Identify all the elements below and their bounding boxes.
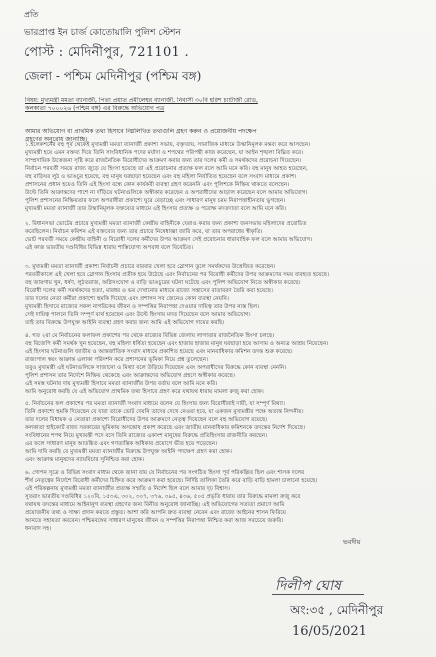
- paragraph-line: কলকাতা হাইকোর্ট রাজ্য সরকারের ভূমিকায় অসন্তোষ প্রকাশ করেছে এবং জাতীয় মানবাধিকার কমিশনকে তদন্তের নির্দেশ দিয়েছে।: [25, 425, 306, 432]
- paragraph-line: সুতরাং ভারতীয় দণ্ডবিধির ১২০বি, ১৫৩এ, ৩০২, ৩০৭, ৩৭৬, ৩৯৫, ৪৩৬, ৫০৫ প্রভৃতি ধারায় তার বিরুদ্ধে মামলা রুজু করে: [25, 494, 301, 501]
- paragraph-line: তার দলের বিধায়ক ও নেতারা প্রকাশ্যে বিরোধীদের উপর আক্রমণে নেতৃত্ব দিয়েছেন বলে বহু অভিযোগ রয়েছে।: [25, 417, 268, 424]
- greeting-line: আমার অভিযোগ বা প্রাথমিক তথ্য হিসাবে নিম্নলিখিত তথ্যগুলি গ্রহণ করুন ও প্রয়োজনীয় পদক্ষেপ: [25, 128, 257, 135]
- paragraph-line: বহু জায়গায় খুন, ধর্ষণ, লুঠতরাজ, অগ্নিসংযোগ ও বাড়ি ভাঙচুরের ঘটনা ঘটেছে এবং পুলিশ অভিযোগ নিতে অস্বীকার করেছে।: [25, 280, 301, 287]
- paragraph-line: সেই দায়িত্ব পালনে তিনি সম্পূর্ণ ব্যর্থ হয়েছেন এবং উল্টে হিংসায় মদত দিয়েছেন বলে আমার অভিযোগ।: [25, 312, 251, 319]
- paragraph-line: ভোট পরবর্তী সময়ে কেন্দ্রীয় বাহিনী ও বিরোধী দলের কর্মীদের উপর আক্রমণ সেই প্ররোচনার ধারাবাহিক ফল বলে আমার অভিযোগ।: [25, 237, 313, 244]
- signature-name: দিলীপ ঘোষ: [275, 578, 341, 594]
- paragraph-line: এই হিংসার ঘটনাগুলি জাতীয় ও আন্তর্জাতিক সংবাদ মাধ্যমে প্রকাশিত হয়েছে এবং মানবাধিকার কমিশন তদন্ত শুরু করেছে।: [25, 349, 293, 356]
- paragraph-2: [25, 220, 425, 252]
- paragraph-line: মুখ্যমন্ত্রী মমতা ব্যানার্জী তার উস্কানিমূলক বক্তব্যের মাধ্যমে এই হিংসার প্রত্যক্ষ ও পরোক্ষ মদতদাতা বলে আমি মনে করি।: [25, 206, 286, 213]
- paragraph-line: ৪. গত ২রা মে নির্বাচনের ফলাফল প্রকাশের পর থেকে রাজ্যের বিভিন্ন জেলায় লাগাতার রাজনৈতিক হিংসা চলছে।: [25, 333, 275, 339]
- paragraph-line: করেছিলেন। নির্বাচন কমিশন এই বক্তব্যের জন্য তার প্রচারে নিষেধাজ্ঞা জারি করে, যা তার অপরাধের স্বীকৃতি।: [25, 229, 263, 236]
- greeting-line: গ্রহণের অনুরোধ জানাচ্ছি।: [25, 136, 88, 144]
- paragraph-line: এই সমস্ত ঘটনার দায় মুখ্যমন্ত্রী হিসাবে মমতা ব্যানার্জীর উপর বর্তায় বলে আমি মনে করি।: [25, 381, 218, 388]
- paragraph-line: ৫. নির্বাচনের ফল প্রকাশের পর মমতা ব্যানার্জী সংবাদ মাধ্যমে বলেন যে হিংসার জন্য বিরোধীরাই দায়ী, যা সম্পূর্ণ মিথ্যা।: [25, 401, 285, 407]
- paragraph-line: ধন্যবাদ সহ।: [25, 526, 52, 533]
- paragraph-line: আনতে সহায়তা করবেন। পশ্চিমবঙ্গের সাধারণ মানুষের জীবন ও সম্পত্তির নিরাপত্তা নিশ্চিত করা আজ সবচেয়ে জরুরি।: [25, 518, 284, 525]
- subject-line: কলকাতা ৭০০০২৬ (পশ্চিম বঙ্গ) এর বিরুদ্ধে অভিযোগ পত্র: [25, 105, 165, 113]
- paragraph-line: মুখ্যমন্ত্রী হয়ে এমন বক্তব্য দিয়ে তিনি সাংবিধানিক পদের মর্যাদা ও শপথের পরিপন্থী কাজ করেছেন, যা আইন শৃঙ্খলা বিঘ্নিত করে।: [25, 150, 304, 157]
- paragraph-line: এই কাজ ভারতীয় দণ্ডবিধির বিভিন্ন ধারায় শাস্তিযোগ্য অপরাধ বলে বিবেচিত।: [25, 245, 194, 252]
- paragraph-line: এবং আক্রান্ত মানুষদের ন্যায়বিচার সুনিশ্চিত করা হোক।: [25, 457, 145, 464]
- paragraph-1: [25, 141, 425, 213]
- paragraph-line: নির্বাচন পরবর্তী সময়ে রাজ্য জুড়ে যে হিংসা হয়েছে তা এই প্ররোচনার প্রত্যক্ষ ফল বলে আমি মনে করি। বহু মানুষ আহত হয়েছেন,: [25, 166, 308, 173]
- paragraph-line: ৩. মুখ্যমন্ত্রী মমতা ব্যানার্জী প্রকাশ্য নির্বাচনী প্রচারে বারবার খেলা হবে স্লোগান তুলে সমর্থকদের উত্তেজিত করেছেন।: [25, 264, 276, 270]
- paragraph-line: এর ফলে সাধারণ মানুষ আতঙ্কিত এবং গণতান্ত্রিক অধিকার প্রয়োগে ভীত হয়ে পড়েছেন।: [25, 441, 218, 448]
- paragraph-line: রাজ্যপাল স্বয়ং আক্রান্ত এলাকা পরিদর্শন করে প্রশাসনের ভূমিকা নিয়ে প্রশ্ন তুলেছেন।: [25, 357, 209, 364]
- paragraph-line: মুখ্যমন্ত্রী হিসাবে রাজ্যের সকল নাগরিকের জীবন ও সম্পত্তির নিরাপত্তা দেওয়ার দায়িত্ব তার উপর ন্যস্ত ছিল।: [25, 304, 260, 311]
- paragraph-line: উল্টে তিনি আক্রান্তদের পাশে না দাঁড়িয়ে ঘটনাগুলিকে অস্বীকার করেছেন ও অপরাধীদের আড়াল করেছেন বলে আমার অভিযোগ।: [25, 190, 308, 197]
- recipient-post: পোস্ট : মেদিনীপুর, 721101 .: [24, 45, 189, 60]
- paragraph-line: সাম্প্রদায়িক উত্তেজনা সৃষ্টি করে রাজনৈতিক বিরোধীদের আক্রমণ করার জন্য তার দলের কর্মী ও সমর্থকদের প্ররোচনা দিয়েছেন।: [25, 158, 302, 165]
- paragraph-3: [25, 263, 425, 327]
- paragraph-line: ২. বিধানসভা ভোটের প্রচারে মুখ্যমন্ত্রী মমতা ব্যানার্জী কেন্দ্রীয় বাহিনীকে ঘেরাও করার জন্য প্রকাশ্য জনসভায় মহিলাদের প্ররোচিত: [25, 221, 307, 227]
- recipient-officer: ভারপ্রাপ্ত ইন চার্জ কোতোয়ালি পুলিশ স্টেশন: [24, 28, 181, 38]
- recipient-prefix: প্রতি: [24, 10, 39, 19]
- paragraph-line: পরবর্তীকালে এই খেলা হবে স্লোগান হিংসার প্রতীক হয়ে উঠেছে এবং নির্বাচনের পর বিরোধী কর্মীদের উপর আক্রমণের সময় ব্যবহৃত হয়েছে।: [25, 272, 330, 279]
- paragraph-line: যথাযথ তদন্তের মাধ্যমে আইনানুগ ব্যবস্থা গ্রহণের জন্য বিনীত অনুরোধ জানাচ্ছি। এই অভিযোগের সত্যতা প্রমাণে আমি: [25, 502, 285, 509]
- signature-block: [260, 574, 420, 644]
- paragraph-line: পুলিশ প্রশাসন তার নির্দেশে নিষ্ক্রিয় থেকেছে এবং আক্রান্তদের অভিযোগ গ্রহণে অস্বীকার করেছে।: [25, 373, 235, 380]
- paragraph-line: বহু বিজেপি কর্মী সমর্থক খুন হয়েছেন, বহু মহিলা ধর্ষিতা হয়েছেন এবং হাজার হাজার মানুষ ঘরছাড়া হয়ে আসাম ও অন্যত্র আশ্রয় নিয়েছেন।: [25, 341, 329, 348]
- paragraph-line: ১.ইলেকশনের বহু পূর্ব থেকেই মুখ্যমন্ত্রী মমতা ব্যানার্জী প্রকাশ্য সভায়, বক্তৃতায়, সামাজিক মাধ্যমে উস্কানিমূলক মন্তব্য করে আসছেন।: [25, 142, 311, 148]
- closing-yours: ভবদীয়: [343, 538, 361, 546]
- paragraph-line: বিরোধী দলের কর্মী সমর্থকদের হত্যা, মারধর ও ভয় দেখানোর মাধ্যমে রাজ্যে সন্ত্রাসের বাতাবরণ তৈরি করা হয়েছে।: [25, 288, 273, 295]
- paragraph-line: ৬. গোপন সূত্রে ও বিভিন্ন সংবাদ মাধ্যম থেকে জানা যায় যে নির্বাচনের পর সংগঠিত হিংসা পূর্ব পরিকল্পিত ছিল এবং শাসক দলের: [25, 470, 305, 476]
- signature-place: অং:৩৫ , মেদিনীপুর: [290, 603, 384, 617]
- paragraph-4: [25, 332, 425, 396]
- paragraph-line: তার দলের নেতা কর্মীরা প্রকাশ্যে হুমকি দিয়েছে এবং প্রশাসন সব জেনেও কোন ব্যবস্থা নেয়নি।: [25, 296, 229, 303]
- paragraph-5: [25, 400, 425, 464]
- paragraph-line: প্রশাসনের প্রধান হয়েও তিনি এই হিংসা বন্ধে কোন কার্যকরী ব্যবস্থা গ্রহণ করেননি এবং পুলিশকে নিষ্ক্রিয় থাকতে বলেছেন।: [25, 182, 290, 189]
- recipient-district: জেলা - পশ্চিম মেদিনীপুর (পশ্চিম বঙ্গ): [24, 69, 202, 83]
- paragraph-line: প্রয়োজনীয় তথ্য ও সাক্ষ্য প্রদান করতে প্রস্তুত। আশা করি আপনি দ্রুত ব্যবস্থা নেবেন এবং রাজ্যে আইনের শাসন ফিরিয়ে: [25, 510, 286, 517]
- paragraph-line: শীর্ষ নেতৃত্বের নির্দেশে বিরোধী কর্মীদের চিহ্নিত করে আক্রমণ করা হয়েছে। নির্দিষ্ট তালিকা তৈরি করে বাড়ি বাড়ি হামলা চালানো হয়েছে।: [25, 478, 318, 485]
- paragraph-line: সংবিধানের শপথ নিয়ে মুখ্যমন্ত্রী পদে বসে তিনি রাজ্যের একাংশ মানুষের বিরুদ্ধে প্রতিহিংসার রাজনীতি করছেন।: [25, 433, 268, 440]
- signature-underline: [272, 594, 364, 595]
- paragraph-line: তিনি প্রকাশ্যে হুমকি দিয়েছেন যে যারা তাকে ভোট দেয়নি তাদের দেখে নেওয়া হবে, যা একজন মুখ্যমন্ত্রীর পক্ষে অত্যন্ত নিন্দনীয়।: [25, 409, 304, 416]
- paragraph-line: আমি দাবি করছি যে মুখ্যমন্ত্রী মমতা ব্যানার্জীর বিরুদ্ধে উপযুক্ত আইনি পদক্ষেপ গ্রহণ করা হোক।: [25, 449, 232, 456]
- paragraph-line: এই পরিকল্পনায় মুখ্যমন্ত্রী মমতা ব্যানার্জীর প্রত্যক্ষ সম্মতি ও নির্দেশ ছিল বলে আমার দৃঢ় বিশ্বাস।: [25, 486, 230, 493]
- paragraph-line: আমি অনুরোধ করছি যে এই অভিযোগ প্রাথমিক তথ্য হিসাবে গ্রহণ করে যথাযথ ধারায় মামলা রুজু করা হোক।: [25, 389, 264, 396]
- signature-date: 16/05/2021: [292, 624, 367, 639]
- paragraph-line: তবুও মুখ্যমন্ত্রী এই ঘটনাগুলিকে সাজানো ও মিথ্যা বলে উড়িয়ে দিয়েছেন এবং অপরাধীদের বিরুদ্ধে কোন ব্যবস্থা নেননি।: [25, 365, 287, 372]
- subject-line: বিষয়: মুখ্যমন্ত্রী মমতা ব্যানার্জী, পিতা প্রয়াত প্রমীলেশ্বর ব্যানার্জী, নিবাসী ৩০বি হরিশ চ্যাটার্জী রোড,: [25, 97, 258, 104]
- subject-block: [25, 97, 421, 113]
- paragraph-line: বহু বাড়িঘর লুঠ ও ভাঙচুর হয়েছে, বহু মানুষ ঘরছাড়া হয়েছেন এবং বহু মহিলা নির্যাতিত হয়েছেন বলে সংবাদ মাধ্যমে প্রকাশ।: [25, 174, 297, 181]
- paragraph-line: পুলিশ প্রশাসনের নিষ্ক্রিয়তার ফলে অপরাধীরা প্রকাশ্যে ঘুরে বেড়াচ্ছে এবং সাধারণ মানুষ চরম নিরাপত্তাহীনতায় ভুগছেন।: [25, 198, 286, 205]
- paragraph-line: তাই তার বিরুদ্ধে উপযুক্ত আইনি ব্যবস্থা গ্রহণ করার জন্য আমি এই অভিযোগ দায়ের করছি।: [25, 320, 225, 327]
- paragraph-6: [25, 469, 425, 533]
